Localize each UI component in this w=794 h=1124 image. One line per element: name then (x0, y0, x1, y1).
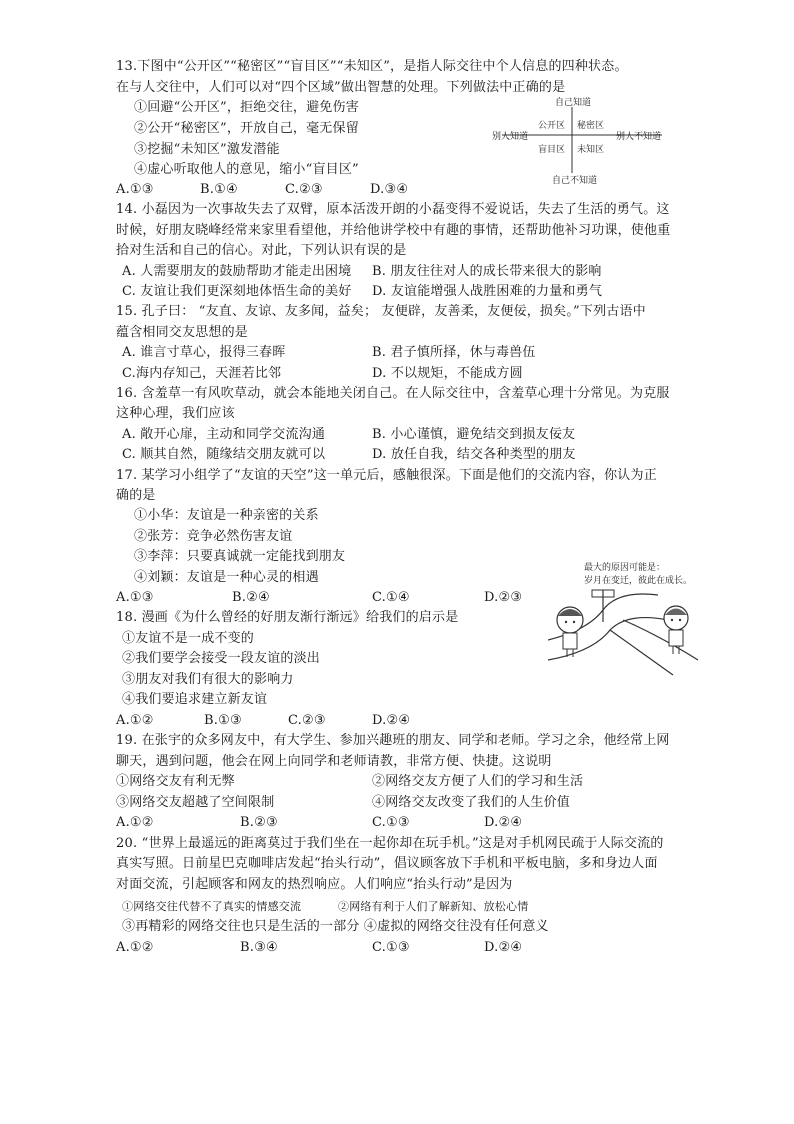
q17-choice-d: D.②③ (484, 590, 523, 605)
q16-choice-d: D. 放任自我，结交各种类型的朋友 (372, 447, 576, 462)
q14-stem-line-1: 14. 小磊因为一次事故失去了双臂，原本活泼开朗的小磊变得不爱说话，失去了生活的勇气。这 (116, 202, 670, 217)
q13-stem-line-1: 13.下图中“公开区”“秘密区”“盲目区”“未知区”，是指人际交往中个人信息的四种状态。 (116, 59, 628, 74)
q13-option-4: ④虚心听取他人的意见，缩小“盲目区” (134, 162, 359, 177)
q15-choice-b: B. 君子慎所择，休与毒兽伍 (372, 345, 536, 360)
q16-choice-c: C. 顺其自然，随缘结交朋友就可以 (122, 447, 326, 462)
q17-stem-line-1: 17. 某学习小组学了“友谊的天空”这一单元后，感触很深。下面是他们的交流内容，你认为正 (116, 468, 657, 483)
q18-choice-c: C.②③ (288, 713, 326, 728)
q17-option-1: ①小华：友谊是一种亲密的关系 (134, 508, 319, 523)
q14-choice-c: C. 友谊让我们更深刻地体悟生命的美好 (122, 284, 352, 299)
q20-stem-line-3: 对面交流，引起顾客和网友的热烈响应。人们响应“抬头行动”是因为 (116, 877, 513, 892)
q19-stem-line-1: 19. 在张宇的众多网友中，有大学生、参加兴趣班的朋友、同学和老师。学习之余，他经常上网 (116, 733, 670, 748)
q20-stem-line-2: 真实写照。日前星巴克咖啡店发起“抬头行动”，倡议顾客放下手机和平板电脑，多和身边人面 (116, 856, 658, 871)
q20-option-1: ①网络交往代替不了真实的情感交流 (122, 900, 302, 913)
q16-stem-line-1: 16. 含羞草一有风吹草动，就会本能地关闭自己。在人际交往中，含羞草心理十分常见。为克服 (116, 386, 670, 401)
friendship-comic (548, 560, 708, 680)
q20-choice-d: D.②④ (484, 940, 523, 955)
q17-option-4: ④刘颖：友谊是一种心灵的相遇 (134, 570, 319, 585)
diagram-top-label: 自己知道 (555, 98, 592, 108)
diagram-public-area: 公开区 (538, 121, 566, 131)
q20-option-2: ②网络有利于人们了解新知、放松心情 (338, 900, 529, 913)
q17-choice-c: C.①④ (372, 590, 410, 605)
q13-choice-a: A.①③ (116, 182, 154, 197)
q20-option-3-4: ③再精彩的网络交往也只是生活的一部分 ④虚拟的网络交往没有任何意义 (122, 919, 549, 934)
diagram-left-label: 别人知道 (492, 132, 529, 142)
q17-choice-b: B.②④ (232, 590, 270, 605)
q14-stem-line-2: 时候，好朋友晓峰经常来家里看望他，并给他讲学校中有趣的事情，还帮助他补习功课，使他重 (116, 223, 671, 238)
q13-option-2: ②公开“秘密区”，开放自己，毫无保留 (134, 121, 359, 136)
q16-choice-a: A. 敞开心扉，主动和同学交流沟通 (122, 427, 326, 442)
q16-stem-line-2: 这种心理，我们应该 (116, 406, 235, 421)
comic-girl-left-icon (557, 607, 583, 657)
comic-caption-line-2: 岁月在变迁，彼此在成长。 (584, 576, 693, 586)
q19-option-2: ②网络交友方便了人们的学习和生活 (372, 774, 584, 789)
q18-option-3: ③朋友对我们有很大的影响力 (122, 672, 294, 687)
q19-option-3: ③网络交友超越了空间限制 (116, 795, 275, 810)
comic-caption-line-1: 最大的原因可能是： (584, 563, 666, 573)
q20-choice-c: C.①③ (372, 940, 410, 955)
q13-option-1: ①回避“公开区”，拒绝交往，避免伤害 (134, 100, 359, 115)
q18-option-1: ①友谊不是一成不变的 (122, 631, 255, 646)
q19-choice-d: D.②④ (484, 815, 523, 830)
q19-option-4: ④网络交友改变了我们的人生价值 (372, 795, 571, 810)
diagram-right-label: 别人不知道 (616, 132, 662, 142)
q19-choice-c: C.①③ (372, 815, 410, 830)
q15-stem-line-2: 蕴含相同交友思想的是 (116, 325, 249, 340)
q14-choice-a: A. 人需要朋友的鼓励帮助才能走出困境 (122, 264, 352, 279)
q13-stem-line-2: 在与人交往中，人们可以对“四个区域”做出智慧的处理。下列做法中正确的是 (116, 80, 566, 95)
q18-option-4: ④我们要追求建立新友谊 (122, 692, 268, 707)
q15-choice-d: D. 不以规矩，不能成方圆 (372, 366, 523, 381)
q18-choice-b: B.①③ (204, 713, 242, 728)
q13-option-3: ③挖掘“未知区”激发潜能 (134, 142, 280, 157)
q15-choice-c: C.海内存知己，天涯若比邻 (122, 366, 282, 381)
q17-option-3: ③李萍：只要真诚就一定能找到朋友 (134, 549, 346, 564)
q13-choice-d: D.③④ (370, 182, 409, 197)
q15-choice-a: A. 谁言寸草心，报得三春晖 (122, 345, 286, 360)
q18-choice-a: A.①② (116, 713, 154, 728)
q14-stem-line-3: 拾对生活和自己的信心。对此，下列认识有误的是 (116, 243, 407, 258)
johari-window-diagram (492, 95, 692, 185)
diagram-blind-area: 盲目区 (538, 145, 566, 155)
q17-stem-line-2: 确的是 (116, 488, 156, 503)
q16-choice-b: B. 小心谨慎，避免结交到损友佞友 (372, 427, 576, 442)
q18-stem-line-1: 18. 漫画《为什么曾经的好朋友渐行渐远》给我们的启示是 (116, 610, 459, 625)
q19-choice-a: A.①② (116, 815, 154, 830)
q14-choice-d: D. 友谊能增强人战胜困难的力量和勇气 (372, 284, 603, 299)
q19-stem-line-2: 聊天，遇到问题，他会在网上向同学和老师请教，非常方便、快捷。这说明 (116, 754, 552, 769)
q19-option-1: ①网络交友有利无弊 (116, 774, 235, 789)
q18-option-2: ②我们要学会接受一段友谊的淡出 (122, 651, 321, 666)
q20-stem-line-1: 20. “世界上最遥远的距离莫过于我们坐在一起你却在玩手机。”这是对手机网民疏于人际交流的 (116, 836, 664, 851)
diagram-bottom-label: 自己不知道 (552, 176, 598, 185)
diagram-secret-area: 秘密区 (577, 121, 605, 131)
q19-choice-b: B.②③ (240, 815, 278, 830)
q14-choice-b: B. 朋友往往对人的成长带来很大的影响 (372, 264, 602, 279)
q18-choice-d: D.②④ (372, 713, 411, 728)
q17-choice-a: A.①③ (116, 590, 154, 605)
q17-option-2: ②张芳：竞争必然伤害友谊 (134, 529, 293, 544)
q20-choice-b: B.③④ (240, 940, 278, 955)
q13-choice-c: C.②③ (285, 182, 323, 197)
q13-choice-b: B.①④ (200, 182, 238, 197)
diagram-unknown-area: 未知区 (577, 145, 605, 155)
q15-stem-line-1: 15. 孔子曰： “友直、友谅、友多闻，益矣； 友便辟，友善柔，友便佞，损矣。”下列古语中 (116, 304, 646, 319)
q20-choice-a: A.①② (116, 940, 154, 955)
